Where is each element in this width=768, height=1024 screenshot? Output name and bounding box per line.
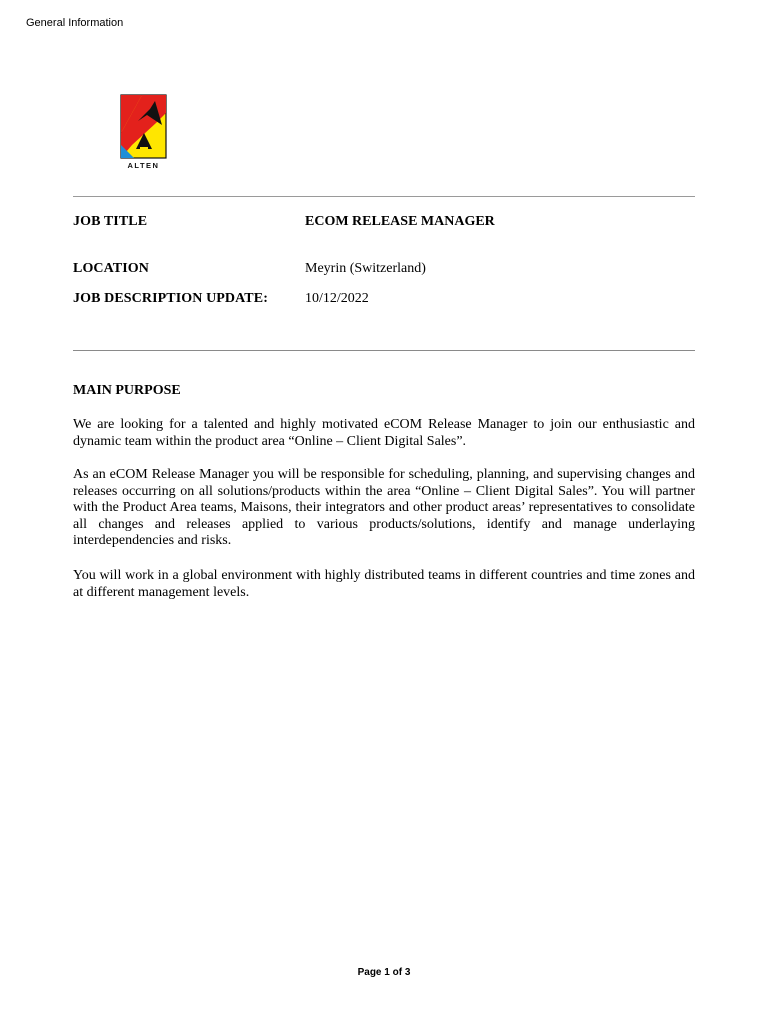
location-value: Meyrin (Switzerland) (305, 261, 426, 276)
section-divider (73, 350, 695, 351)
job-title-value: ECOM RELEASE MANAGER (305, 214, 495, 229)
page-number: Page 1 of 3 (357, 967, 411, 978)
update-value: 10/12/2022 (305, 291, 369, 306)
main-purpose-paragraph-3: You will work in a global environment with highly distributed teams in different countries and time zones and at different management levels. (73, 568, 695, 600)
alten-logo (112, 93, 176, 171)
update-label: JOB DESCRIPTION UPDATE: (73, 291, 268, 306)
job-title-label: JOB TITLE (73, 214, 148, 229)
main-purpose-paragraph-1: We are looking for a talented and highly motivated eCOM Release Manager to join our enthusiastic and dynamic team within the product area “Online – Client Digital Sales”. (73, 417, 695, 449)
logo-wordmark: ALTEN (127, 161, 160, 170)
header-divider (73, 196, 695, 197)
main-purpose-heading: MAIN PURPOSE (73, 383, 181, 398)
document-classification-header: General Information (26, 17, 124, 29)
location-label: LOCATION (73, 261, 149, 276)
main-purpose-paragraph-2: As an eCOM Release Manager you will be responsible for scheduling, planning, and supervising changes and releases occurring on all solutions/products within the area “Online – Client Digital Sales”. You will partner with the Product Area teams, Maisons, their integrators and other product areas’ representatives to consolidate all changes and releases applied to various products/solutions, identify and manage underlaying interdependencies and risks. (73, 467, 695, 548)
